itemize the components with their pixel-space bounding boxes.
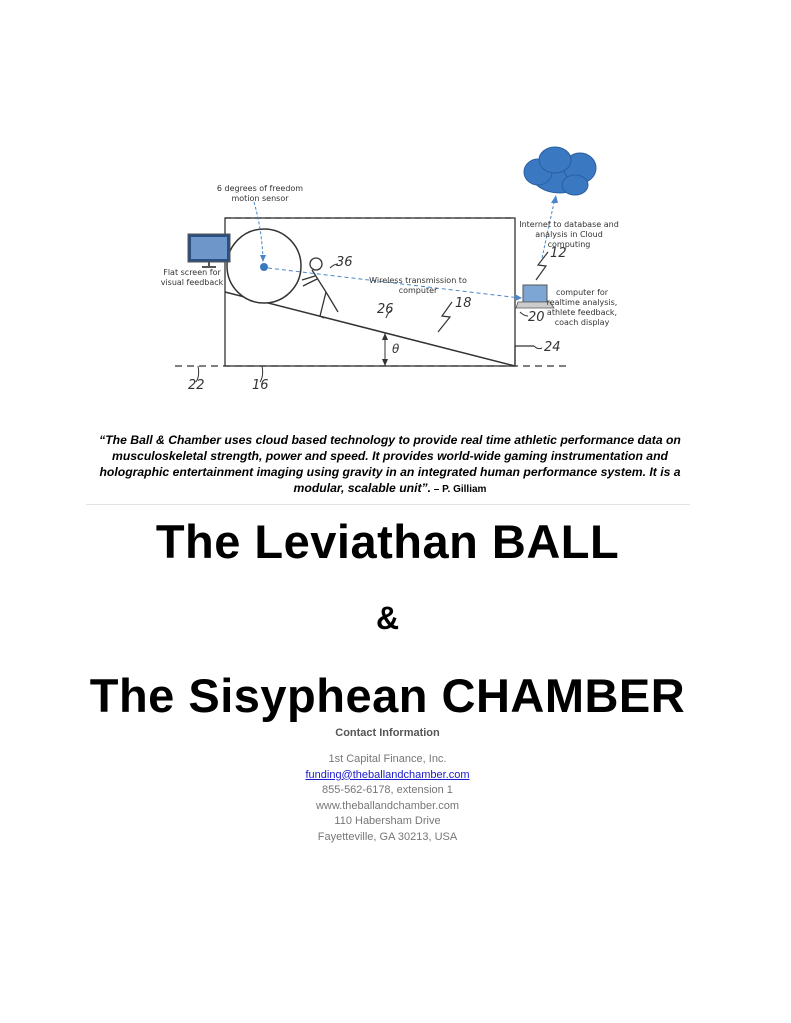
divider bbox=[86, 504, 690, 505]
ref-12: 12 bbox=[550, 246, 567, 261]
quote-author: – P. Gilliam bbox=[431, 484, 487, 495]
patent-diagram bbox=[150, 140, 630, 400]
motion-sensor-dot bbox=[260, 263, 268, 271]
ref-22: 22 bbox=[188, 378, 205, 393]
leader-20 bbox=[520, 312, 528, 316]
label-computer: computer for realtime analysis, athlete feedback, coach display bbox=[546, 288, 618, 327]
ref-36: 36 bbox=[336, 255, 353, 270]
ref-26: 26 bbox=[377, 302, 394, 317]
title-sisyphean-chamber: The Sisyphean CHAMBER bbox=[89, 669, 686, 722]
quote-block bbox=[95, 432, 685, 498]
label-internet: Internet to database and analysis in Cloud computing bbox=[519, 220, 619, 249]
angle-arrow-down bbox=[382, 359, 388, 366]
ref-16: 16 bbox=[252, 378, 269, 393]
title-ampersand: & bbox=[375, 600, 400, 636]
athlete-figure bbox=[302, 258, 338, 318]
leader-24 bbox=[534, 346, 542, 349]
contact-email-link[interactable]: funding@theballandchamber.com bbox=[305, 768, 470, 781]
step-block bbox=[515, 346, 534, 366]
ref-24: 24 bbox=[544, 340, 561, 355]
contact-phone: 855-562-6178, extension 1 bbox=[322, 784, 453, 797]
label-wireless: Wireless transmission to computer bbox=[369, 276, 467, 295]
cloud-shape bbox=[524, 147, 596, 195]
contact-company: 1st Capital Finance, Inc. bbox=[328, 753, 447, 765]
bolt-18 bbox=[438, 302, 452, 332]
wireless-arrowhead bbox=[515, 294, 522, 301]
contact-city: Fayetteville, GA 30213, USA bbox=[317, 830, 458, 843]
cloud-arrowhead bbox=[551, 195, 558, 203]
contact-street: 110 Habersham Drive bbox=[334, 815, 441, 828]
label-flat-screen: Flat screen for visual feedback bbox=[160, 268, 224, 287]
flat-screen-monitor bbox=[188, 234, 230, 267]
contact-website: www.theballandchamber.com bbox=[315, 799, 460, 812]
quote-text: “The Ball & Chamber uses cloud based technology to provide real time athletic performance data on musculoskeletal strength, power and speed. It provides world-wide gaming instrumentation and holographic entertainment imaging using gravity in an integrated human performance system. It is a modular, scalable unit”. bbox=[99, 433, 681, 495]
contact-heading: Contact Information bbox=[335, 727, 440, 739]
label-motion-sensor: 6 degrees of freedom motion sensor bbox=[216, 184, 304, 203]
contact-block bbox=[0, 752, 775, 846]
angle-theta: θ bbox=[392, 342, 400, 356]
title-leviathan-ball: The Leviathan BALL bbox=[155, 515, 620, 568]
ref-18: 18 bbox=[455, 296, 472, 311]
ref-20: 20 bbox=[528, 310, 545, 325]
